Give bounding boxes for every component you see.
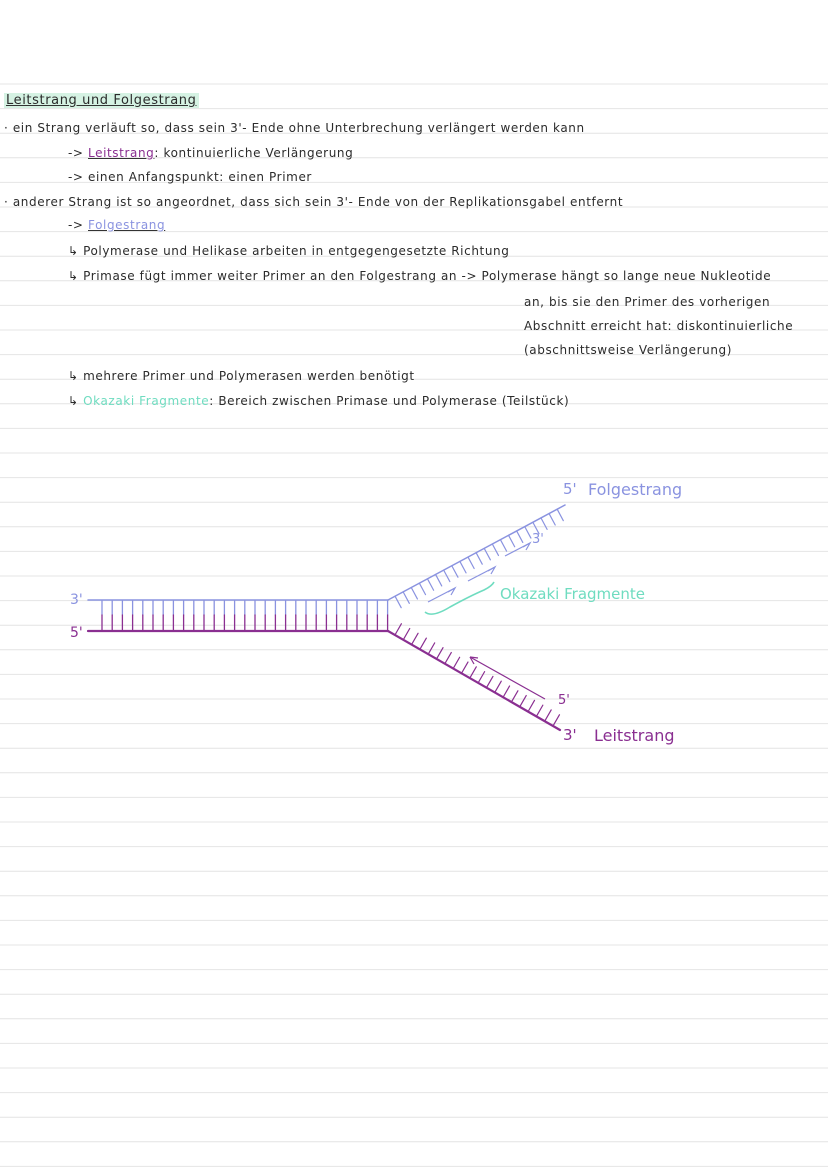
leading-base-tick [520,696,526,707]
lagging-base-tick [452,566,458,577]
label-lower-5prime: 5' [558,693,570,708]
note-line-5: -> Folgestrang [68,218,166,232]
note-line-4: · anderer Strang ist so angeordnet, dass sich sein 3'- Ende von der Replikationsgabel entfernt [4,195,624,209]
lagging-base-tick [509,535,515,546]
lagging-base-tick [549,514,555,525]
label-upper-inner-3prime: 3' [532,532,544,547]
note-line-11: ↳ mehrere Primer und Polymerasen werden benötigt [68,369,415,383]
leading-base-tick [495,681,501,692]
lagging-base-tick [468,557,474,568]
label-lower-3prime: 3' [563,726,577,744]
leading-base-tick [511,691,517,702]
leading-base-tick [437,648,443,659]
leading-base-tick [412,633,418,644]
term-leitstrang: Leitstrang [88,146,155,160]
lagging-base-tick [525,527,531,538]
note-line-12: ↳ Okazaki Fragmente: Bereich zwischen Primase und Polymerase (Teilstück) [68,394,570,408]
leading-base-tick [545,710,551,721]
note-line-7: ↳ Primase fügt immer weiter Primer an den Folgestrang an -> Polymerase hängt so lange neue Nukleotide [68,269,772,283]
leading-base-tick [420,638,426,649]
note-line-3: -> einen Anfangspunkt: einen Primer [68,170,312,184]
note-line-10: (abschnittsweise Verlängerung) [524,343,733,357]
lagging-base-tick [403,592,409,603]
leading-base-tick [478,672,484,683]
label-folgestrang: Folgestrang [588,480,683,499]
note-line-8: an, bis sie den Primer des vorherigen [524,295,771,309]
lagging-base-tick [484,548,490,559]
leading-base-tick [553,715,559,726]
page-title: Leitstrang und Folgestrang [6,93,197,108]
leading-base-tick [536,705,542,716]
lagging-base-tick [517,531,523,542]
leading-base-tick [403,629,409,640]
note-line-6: ↳ Polymerase und Helikase arbeiten in entgegengesetzte Richtung [68,244,510,258]
leading-base-tick [453,657,459,668]
term-okazaki: Okazaki Fragmente [83,394,210,408]
lagging-base-tick [557,509,563,520]
lagging-base-tick [460,561,466,572]
lagging-base-tick [500,540,506,551]
lagging-base-tick [419,583,425,594]
lagging-base-tick [476,553,482,564]
lagging-base-tick [395,596,401,607]
double-strand-ladder [88,600,388,631]
note-line-2: -> Leitstrang: kontinuierliche Verlängerung [68,146,354,160]
leading-backbone [388,631,560,730]
lagging-base-tick [444,570,450,581]
leading-base-tick [428,643,434,654]
leading-base-tick [528,700,534,711]
label-okazaki: Okazaki Fragmente [500,585,645,603]
leading-base-tick [461,662,467,673]
leading-base-tick [445,652,451,663]
lagging-base-tick [411,588,417,599]
label-left-5prime: 5' [70,625,83,641]
label-upper-5prime: 5' [563,480,577,498]
lagging-base-tick [541,518,547,529]
label-left-3prime: 3' [70,592,83,608]
leading-base-tick [503,686,509,697]
leading-base-tick [470,667,476,678]
lagging-base-tick [492,544,498,555]
note-line-1: · ein Strang verläuft so, dass sein 3'- Ende ohne Unterbrechung verlängert werden kann [4,121,585,135]
label-leitstrang: Leitstrang [594,726,675,745]
lagging-base-tick [436,574,442,585]
leading-base-tick [395,624,401,635]
note-line-9: Abschnitt erreicht hat: diskontinuierliche [524,319,794,333]
lagging-base-tick [427,579,433,590]
term-folgestrang: Folgestrang [88,218,166,232]
leading-base-tick [486,676,492,687]
leading-strand-arm [388,624,560,730]
